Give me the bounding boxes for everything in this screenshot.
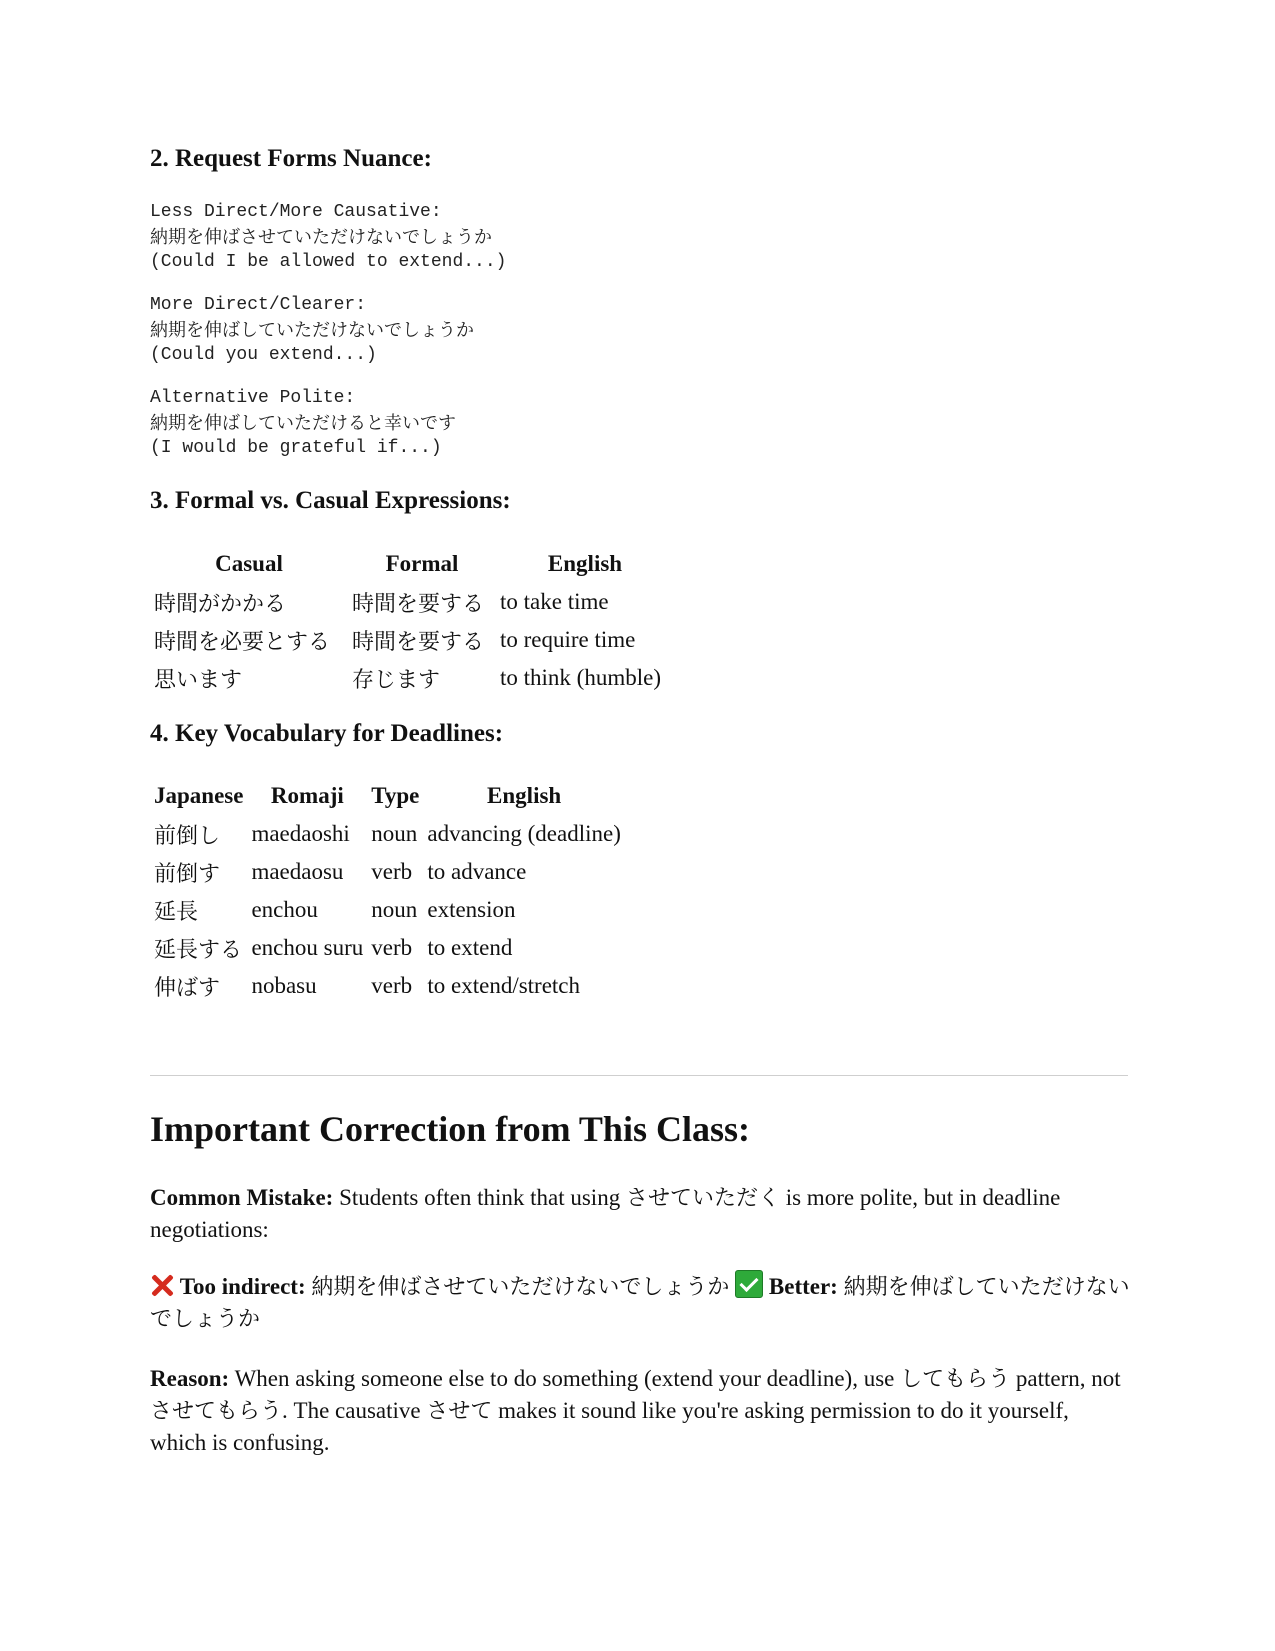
form-gloss: (Could I be allowed to extend...) [150,252,507,272]
table-row [150,621,674,659]
reason-label: Reason: [150,1366,230,1391]
form-label: Less Direct/More Causative: [150,202,442,222]
table-cell: verb [371,973,413,998]
request-form-more-direct [150,293,474,368]
section-4-heading: 4. Key Vocabulary for Deadlines: [150,720,504,747]
formal-casual-table [150,545,674,697]
table-cell: 時間を要する [352,629,485,655]
mistake-japanese: させていただく [625,1186,780,1211]
table-row [150,967,625,1005]
section-2-heading: 2. Request Forms Nuance: [150,145,432,172]
table-row [150,583,674,621]
common-mistake-paragraph [150,1182,1130,1245]
table-cell: 前倒す [154,861,221,887]
vocabulary-table [150,777,625,1005]
table-cell: 時間を要する [352,591,485,617]
request-form-alternative [150,386,456,461]
table-row [150,891,625,929]
cross-mark-icon [150,1273,174,1297]
reason-text: When asking someone else to do something (extend your deadline), use [229,1366,901,1391]
column-header: English [487,783,562,808]
column-header: Type [371,783,420,808]
correction-heading: Important Correction from This Class: [150,1109,750,1149]
request-form-less-direct [150,200,506,275]
reason-japanese: させて [426,1399,493,1424]
mistake-text: Students often think that using [333,1185,626,1210]
table-row [150,815,625,853]
reason-text: pattern, not [1010,1366,1121,1391]
table-header-row [150,545,674,583]
table-cell: to extend/stretch [427,973,581,998]
form-japanese: 納期を伸ばしていただけると幸いです [150,413,456,434]
reason-text: . The causative [282,1398,427,1423]
table-cell: 時間がかかる [154,591,287,617]
form-japanese: 納期を伸ばさせていただけないでしょうか [150,227,492,248]
table-cell: to think (humble) [500,665,661,690]
reason-japanese: してもらう [900,1367,1011,1392]
table-row [150,853,625,891]
mistake-label: Common Mistake: [150,1185,334,1210]
table-cell: advancing (deadline) [427,821,621,846]
good-label: Better: [768,1274,838,1299]
table-cell: to require time [500,627,636,652]
example-paragraph [150,1270,1130,1335]
column-header: Romaji [270,783,344,808]
table-cell: noun [371,897,418,922]
table-cell: maedaosu [251,859,344,884]
table-cell: 存じます [352,667,441,693]
column-header: English [547,551,623,576]
bad-label: Too indirect: [179,1274,306,1299]
check-mark-icon [735,1270,763,1298]
bad-example-japanese: 納期を伸ばさせていただけないでしょうか [311,1275,730,1300]
section-3-heading: 3. Formal vs. Casual Expressions: [150,487,511,514]
table-cell: to advance [427,859,527,884]
table-row [150,659,674,697]
form-gloss: (Could you extend...) [150,345,377,365]
table-cell: 前倒し [154,823,221,849]
table-cell: 延長する [154,937,243,963]
table-cell: to extend [427,935,513,960]
column-header: Casual [215,551,283,576]
form-label: More Direct/Clearer: [150,295,367,315]
table-row [150,929,625,967]
table-cell: nobasu [251,973,317,998]
section-divider [150,1075,1128,1076]
table-cell: enchou suru [251,935,364,960]
table-cell: to take time [500,589,609,614]
table-cell: noun [371,821,418,846]
reason-text: makes it sound like you're asking permission to do it yourself, which is confusing. [150,1398,1069,1455]
column-header: Japanese [154,783,244,808]
table-cell: 伸ばす [154,975,221,1001]
mistake-text: is more polite, but in deadline negotiations: [150,1185,1061,1242]
form-japanese: 納期を伸ばしていただけないでしょうか [150,320,474,341]
table-cell: extension [427,897,516,922]
reason-paragraph [150,1363,1130,1458]
form-label: Alternative Polite: [150,388,356,408]
table-header-row [150,777,625,815]
form-gloss: (I would be grateful if...) [150,438,442,458]
table-cell: verb [371,935,413,960]
good-example-japanese: 納期を伸ばしていただけないでしょうか [150,1275,1130,1332]
table-cell: verb [371,859,413,884]
table-cell: 延長 [154,899,199,925]
table-cell: 時間を必要とする [154,629,331,655]
column-header: Formal [385,551,459,576]
table-cell: 思います [154,667,243,693]
reason-japanese: させてもらう [150,1399,283,1424]
table-cell: maedaoshi [251,821,350,846]
table-cell: enchou [251,897,318,922]
